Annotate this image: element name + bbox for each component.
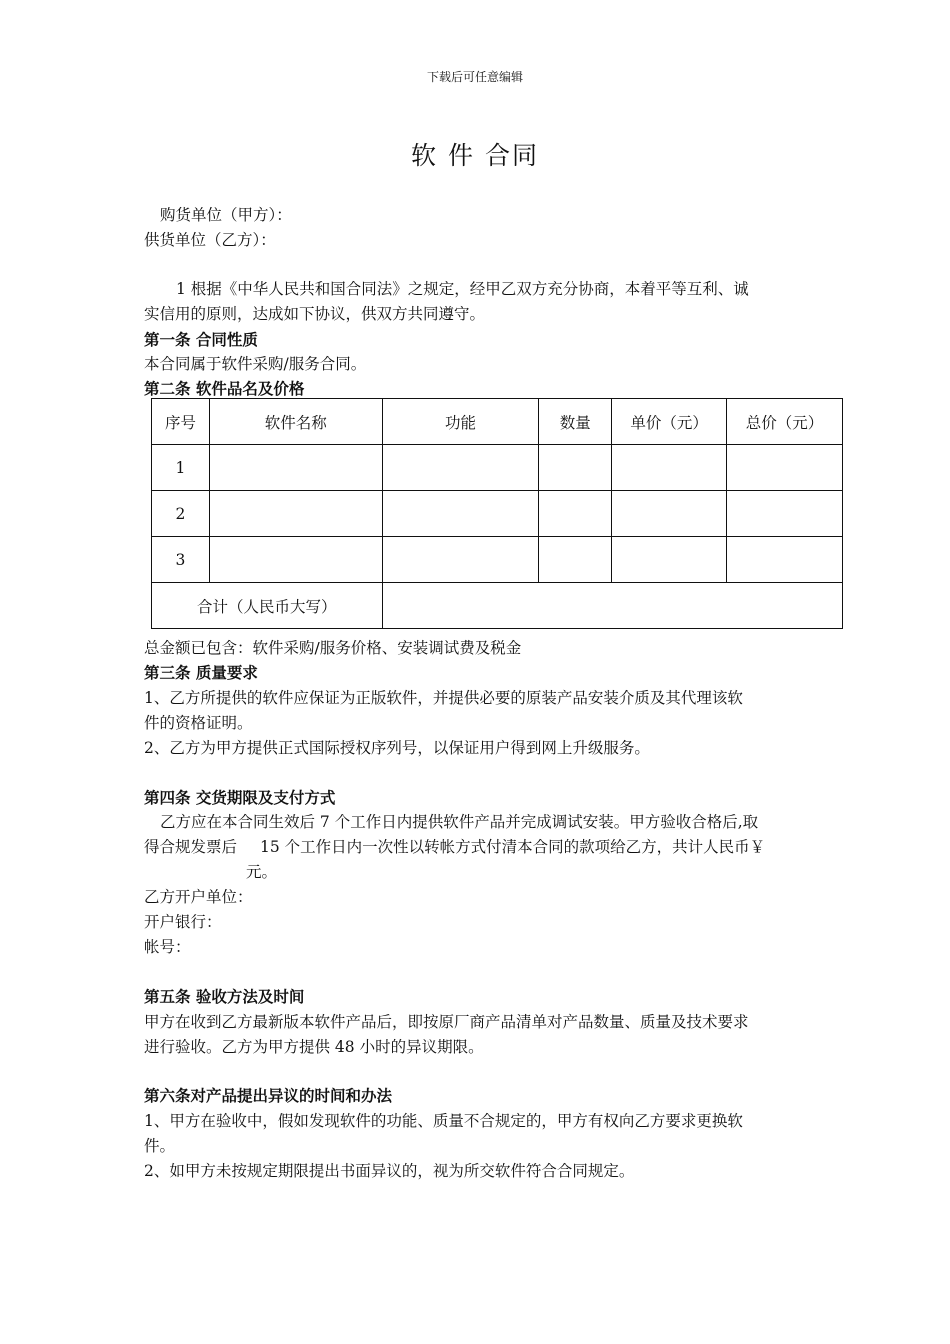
download-note: 下载后可任意编辑 — [426, 70, 523, 84]
table-cell[interactable] — [382, 537, 539, 583]
header-cell: 单价（元） — [612, 399, 727, 445]
header-cell: 总价（元） — [727, 399, 843, 445]
price-table — [151, 398, 843, 629]
article-3-p2: 2、乙方为甲方提供正式国际授权序列号，以保证用户得到网上升级服务。 — [144, 739, 650, 757]
article-6-heading: 第六条对产品提出异议的时间和办法 — [144, 1087, 393, 1105]
document-title: 软 件 合同 — [411, 141, 539, 170]
table-cell[interactable] — [209, 491, 382, 537]
header-cell: 功能 — [382, 399, 539, 445]
table-cell[interactable] — [727, 445, 843, 491]
article-4-heading: 第四条 交货期限及支付方式 — [144, 789, 336, 807]
table-cell[interactable] — [727, 537, 843, 583]
table-header-row — [152, 399, 843, 445]
article-3-p1-line-1: 1、乙方所提供的软件应保证为正版软件，并提供必要的原装产品安装介质及其代理该软 — [144, 689, 743, 707]
article-1-body: 本合同属于软件采购/服务合同。 — [144, 355, 367, 373]
article-2-heading: 第二条 软件品名及价格 — [144, 380, 305, 398]
table-cell[interactable] — [382, 445, 539, 491]
table-row — [152, 445, 843, 491]
article-4-p1-line-2b: 15 个工作日内一次性以转帐方式付清本合同的款项给乙方，共计人民币￥ — [260, 838, 766, 856]
article-6-p2: 2、如甲方未按规定期限提出书面异议的，视为所交软件符合合同规定。 — [144, 1162, 635, 1180]
article-5-line-1: 甲方在收到乙方最新版本软件产品后，即按原厂商产品清单对产品数量、质量及技术要求 — [144, 1013, 749, 1031]
table-cell[interactable] — [539, 491, 612, 537]
row-index: 2 — [152, 491, 210, 537]
table-total-row — [152, 583, 843, 629]
table-cell[interactable] — [382, 491, 539, 537]
article-3-heading: 第三条 质量要求 — [144, 664, 258, 682]
table-cell[interactable] — [539, 445, 612, 491]
article-6-p1-line-2: 件。 — [144, 1137, 176, 1155]
article-5-heading: 第五条 验收方法及时间 — [144, 988, 305, 1006]
header-cell: 软件名称 — [209, 399, 382, 445]
table-cell[interactable] — [612, 491, 727, 537]
account-unit-label: 乙方开户单位： — [144, 888, 253, 906]
seller-label: 供货单位（乙方）： — [144, 231, 276, 249]
header-cell: 数量 — [539, 399, 612, 445]
total-label: 合计（人民币大写） — [152, 583, 383, 629]
table-row — [152, 537, 843, 583]
table-row — [152, 491, 843, 537]
buyer-label: 购货单位（甲方）： — [160, 206, 292, 224]
table-cell[interactable] — [539, 537, 612, 583]
article-6-p1-line-1: 1、甲方在验收中，假如发现软件的功能、质量不合规定的，甲方有权向乙方要求更换软 — [144, 1112, 743, 1130]
article-4-p1-line-3: 元。 — [246, 863, 278, 881]
account-number-label: 帐号： — [144, 938, 191, 956]
table-cell[interactable] — [612, 537, 727, 583]
table-cell[interactable] — [727, 491, 843, 537]
intro-line-1: 1 根据《中华人民共和国合同法》之规定，经甲乙双方充分协商，本着平等互利、诚 — [176, 280, 749, 298]
table-cell[interactable] — [209, 537, 382, 583]
article-4-p1-line-2a: 得合规发票后 — [144, 838, 238, 856]
header-cell: 序号 — [152, 399, 210, 445]
bank-label: 开户银行： — [144, 913, 222, 931]
amount-note: 总金额已包含：软件采购/服务价格、安装调试费及税金 — [144, 639, 522, 657]
article-5-line-2: 进行验收。乙方为甲方提供 48 小时的异议期限。 — [144, 1038, 484, 1056]
total-amount-cell[interactable] — [382, 583, 842, 629]
article-3-p1-line-2: 件的资格证明。 — [144, 714, 253, 732]
intro-line-2: 实信用的原则，达成如下协议，供双方共同遵守。 — [144, 305, 486, 323]
table-cell[interactable] — [612, 445, 727, 491]
article-4-p1-line-1: 乙方应在本合同生效后 7 个工作日内提供软件产品并完成调试安装。甲方验收合格后,取 — [160, 813, 759, 831]
table-cell[interactable] — [209, 445, 382, 491]
row-index: 1 — [152, 445, 210, 491]
row-index: 3 — [152, 537, 210, 583]
article-1-heading: 第一条 合同性质 — [144, 331, 258, 349]
